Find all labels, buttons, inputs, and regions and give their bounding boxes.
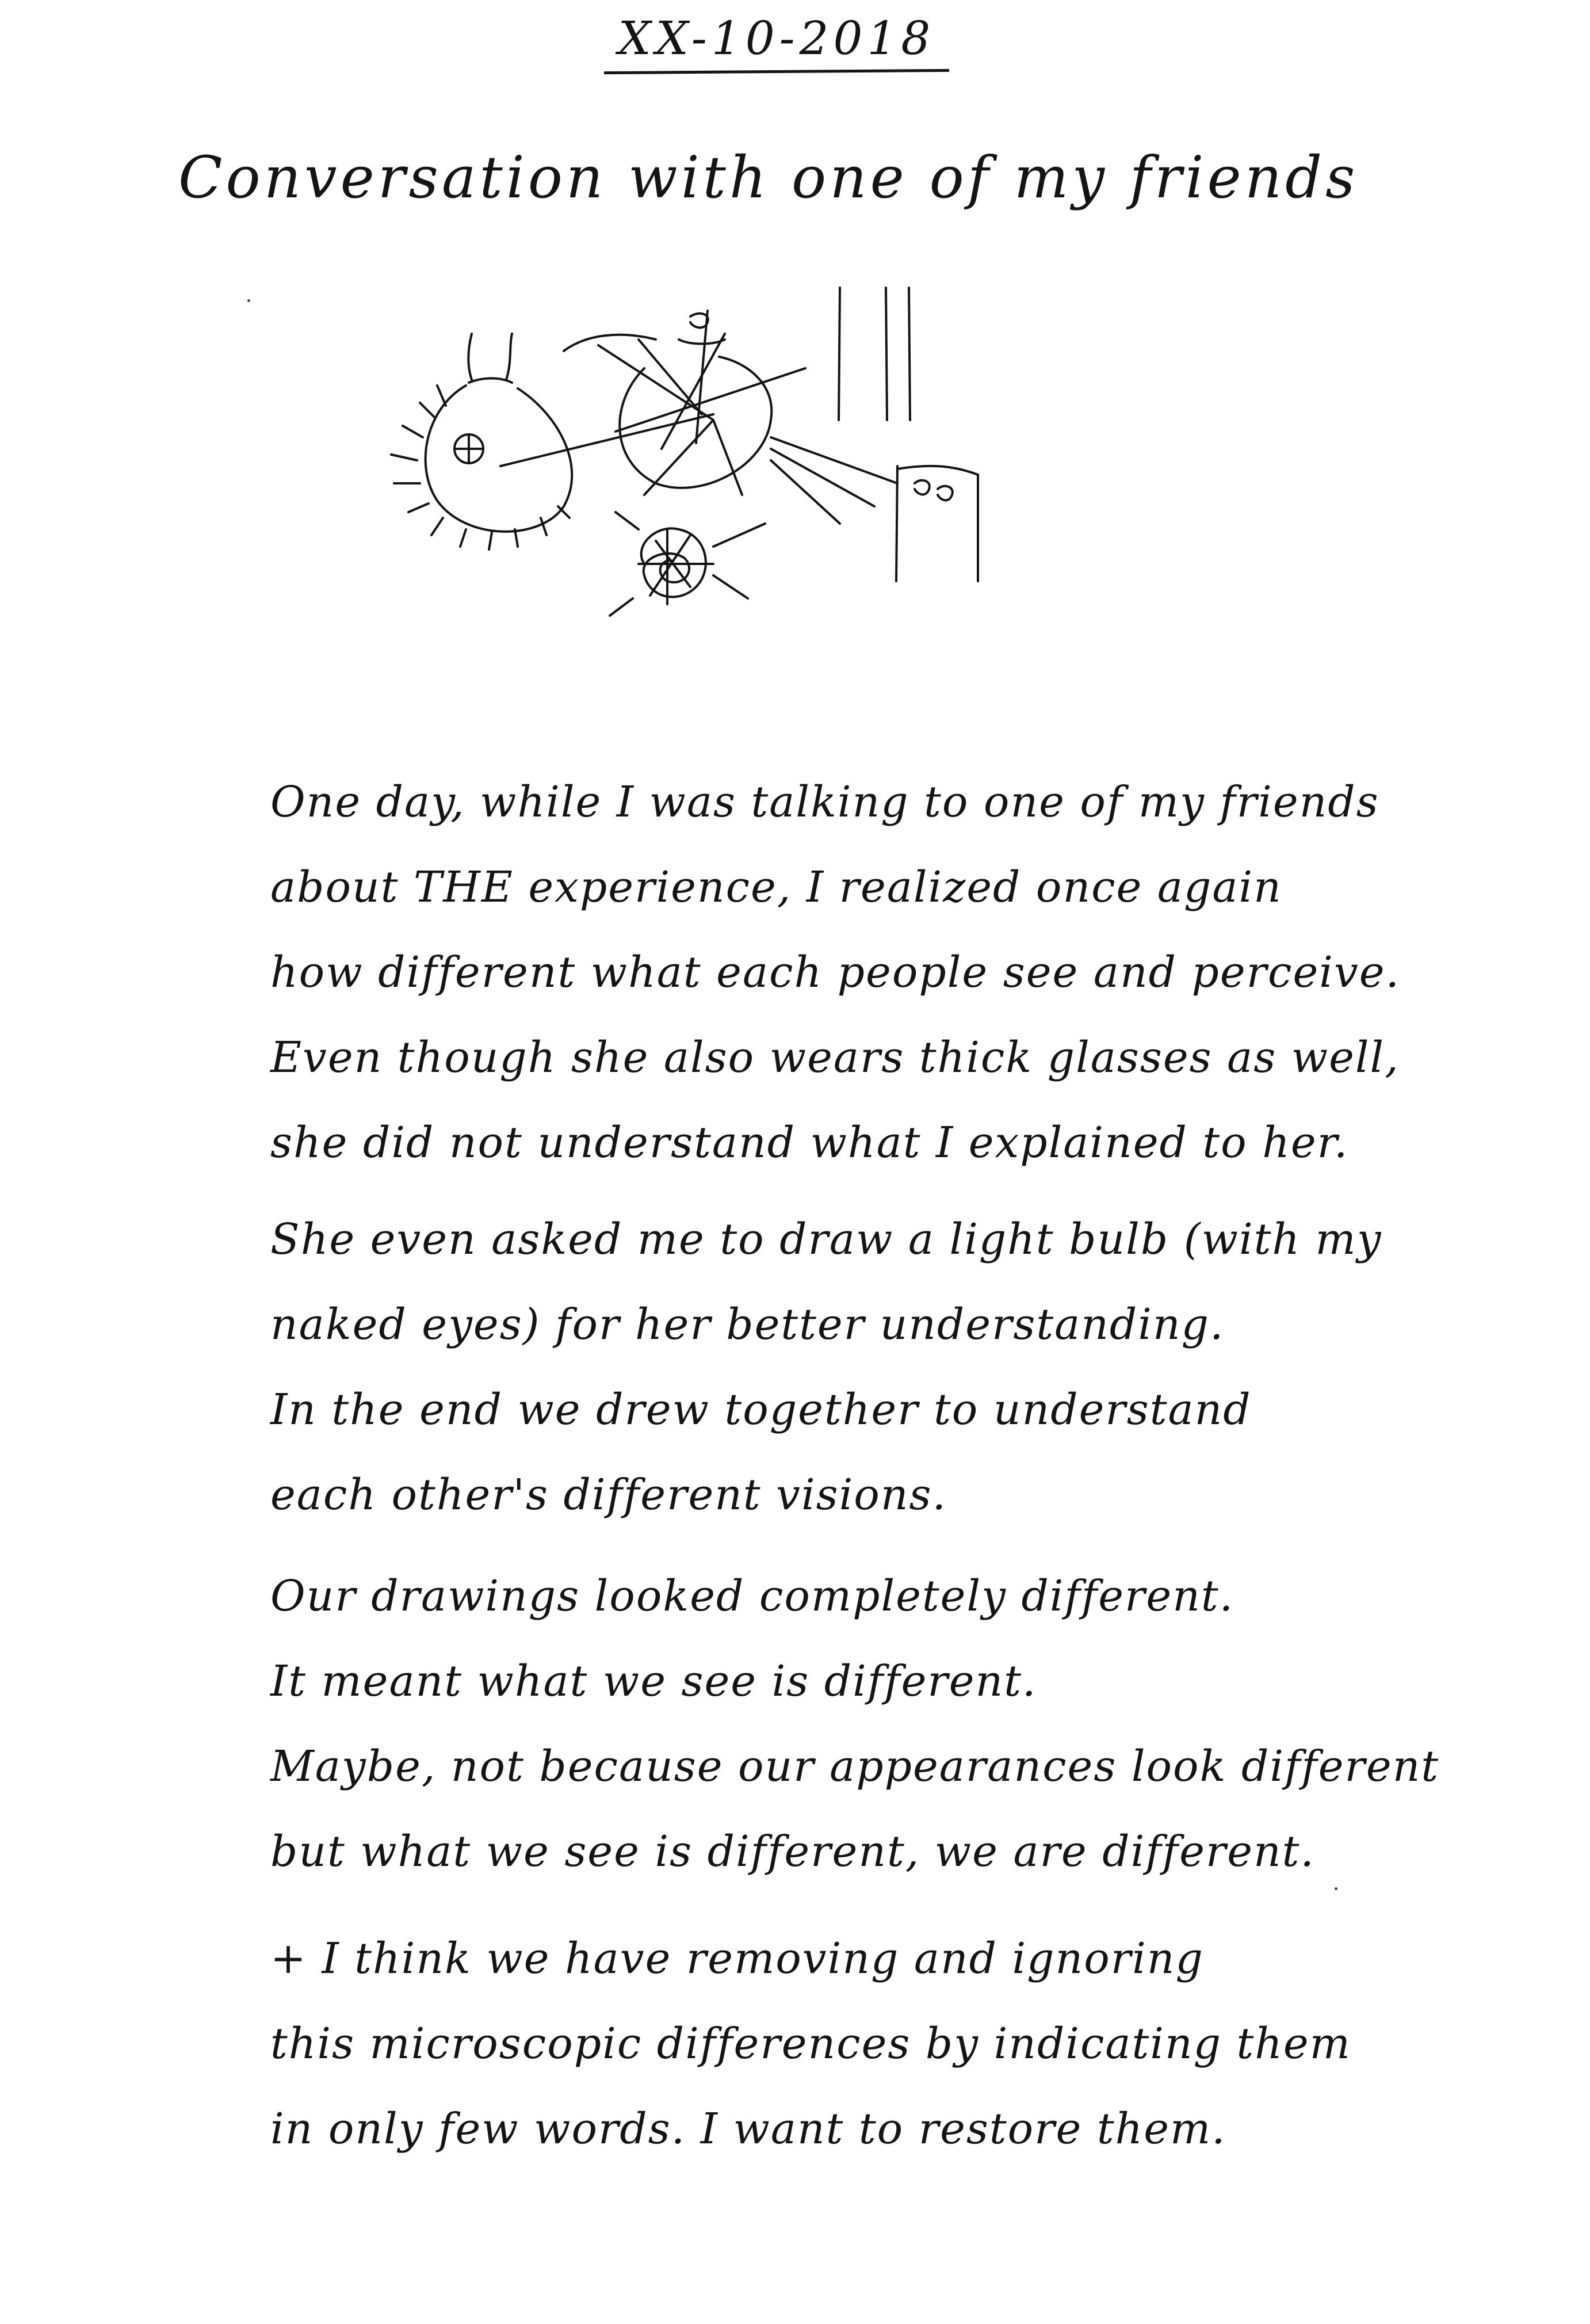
left-bulb-drawing bbox=[391, 334, 572, 549]
text-line: this microscopic differences by indicating them bbox=[270, 2019, 1351, 2069]
paragraph-1 bbox=[270, 760, 1536, 1185]
window-frame-drawing bbox=[839, 288, 978, 581]
text-line: It meant what we see is different. bbox=[270, 1657, 1037, 1706]
paragraph-2 bbox=[270, 1197, 1536, 1537]
text-line: but what we see is different, we are different. bbox=[270, 1827, 1315, 1876]
paragraph-4 bbox=[270, 1916, 1536, 2172]
text-line: Even though she also wears thick glasses as well, bbox=[270, 1033, 1400, 1082]
scribble-bulb-drawing bbox=[610, 512, 765, 616]
text-line: She even asked me to draw a light bulb (with my bbox=[270, 1215, 1382, 1264]
text-line: about THE experience, I realized once again bbox=[270, 863, 1282, 912]
page-date: XX-10-2018 bbox=[618, 12, 935, 65]
page-title: Conversation with one of my friends bbox=[178, 144, 1359, 211]
text-line: One day, while I was talking to one of my friends bbox=[270, 777, 1379, 827]
text-line: + I think we have removing and ignoring bbox=[270, 1934, 1204, 1983]
date-underline bbox=[604, 69, 949, 74]
paragraph-3 bbox=[270, 1554, 1536, 1894]
ink-speck bbox=[1335, 1887, 1337, 1890]
text-line: how different what each people see and perceive. bbox=[270, 948, 1401, 997]
text-line: In the end we drew together to understand bbox=[270, 1385, 1252, 1434]
text-line: she did not understand what I explained to her. bbox=[270, 1118, 1349, 1167]
text-line: in only few words. I want to restore them. bbox=[270, 2104, 1226, 2154]
text-line: naked eyes) for her better understanding. bbox=[270, 1300, 1225, 1349]
text-line: each other's different visions. bbox=[270, 1470, 947, 1520]
text-line: Our drawings looked completely different. bbox=[270, 1571, 1234, 1621]
ink-speck bbox=[247, 299, 250, 302]
light-bulb-sketch bbox=[368, 276, 1058, 736]
text-line: Maybe, not because our appearances look different bbox=[270, 1742, 1440, 1791]
